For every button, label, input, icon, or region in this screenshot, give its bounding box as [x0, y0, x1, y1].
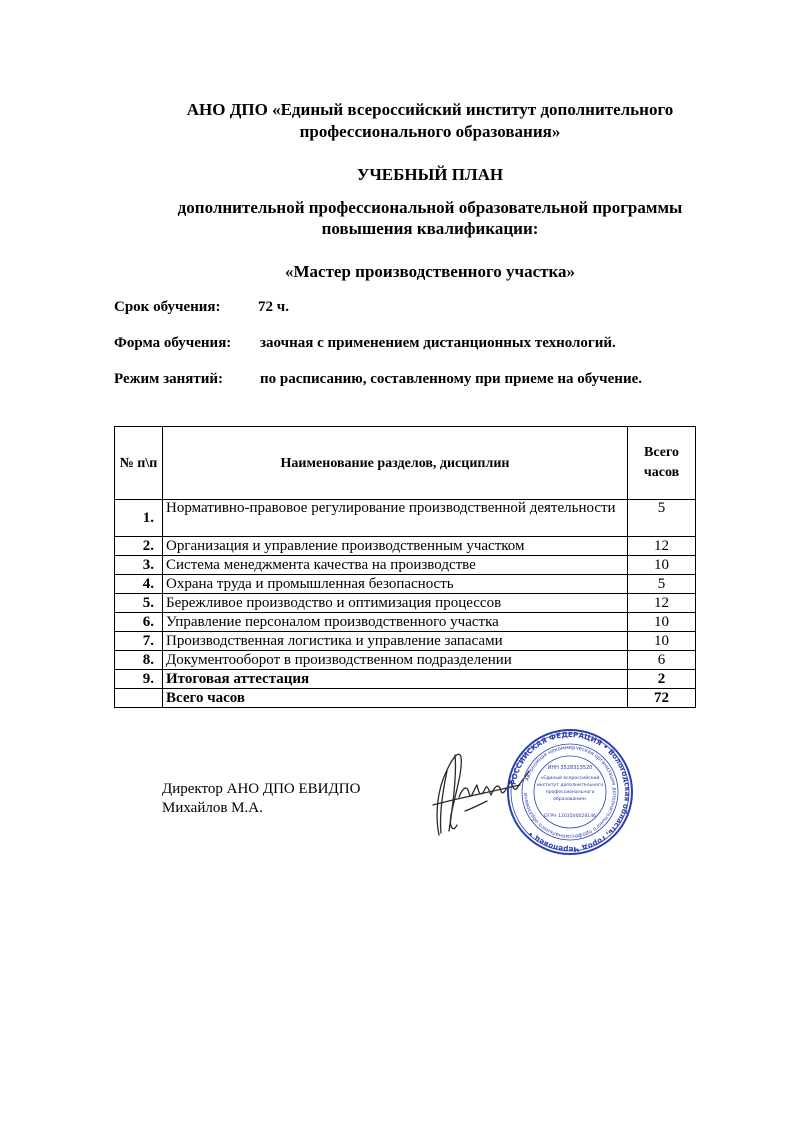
header-hours-line1: Всего — [644, 445, 679, 460]
form-value: заочная с применением дистанционных технологий. — [260, 335, 616, 351]
total-label: Всего часов — [163, 689, 628, 708]
row-name: Итоговая аттестация — [163, 670, 628, 689]
organization-name — [100, 99, 760, 143]
total-hours: 72 — [628, 689, 696, 708]
mode-value: по расписанию, составленному при приеме на обучение. — [260, 371, 642, 387]
curriculum-table — [114, 426, 696, 708]
row-num: 7. — [115, 632, 163, 651]
organization-name-line2: профессионального образования» — [299, 122, 561, 141]
svg-text:институт дополнительного: институт дополнительного — [536, 783, 604, 788]
row-hours: 12 — [628, 594, 696, 613]
table-row — [115, 575, 696, 594]
row-name: Управление персоналом производственного участка — [163, 613, 628, 632]
table-row — [115, 632, 696, 651]
svg-text:«Единый всероссийский: «Единый всероссийский — [540, 776, 600, 781]
row-hours: 2 — [628, 670, 696, 689]
subtitle-line2: повышения квалификации: — [321, 219, 539, 238]
header-num: № п\п — [115, 427, 163, 500]
svg-text:образования»: образования» — [553, 797, 587, 802]
table-row — [115, 537, 696, 556]
signatory-name: Михайлов М.А. — [162, 800, 263, 816]
row-num: 4. — [115, 575, 163, 594]
row-name: Охрана труда и промышленная безопасность — [163, 575, 628, 594]
document-title: УЧЕБНЫЙ ПЛАН — [356, 165, 504, 184]
svg-text:Автономная некоммерческая орга: Автономная некоммерческая организация дополнительного профессионального образовани — [522, 744, 618, 840]
table-row-total — [115, 689, 696, 708]
header-name: Наименование разделов, дисциплин — [163, 427, 628, 500]
row-hours: 12 — [628, 537, 696, 556]
svg-text:ОГРН 1203500028146: ОГРН 1203500028146 — [543, 814, 597, 819]
row-name: Производственная логистика и управление запасами — [163, 632, 628, 651]
duration-label: Срок обучения: — [114, 299, 221, 315]
row-name: Система менеджмента качества на производстве — [163, 556, 628, 575]
total-num — [115, 689, 163, 708]
header-hours — [628, 427, 696, 500]
table-row — [115, 556, 696, 575]
signatory-position: Директор АНО ДПО ЕВИДПО — [162, 781, 361, 797]
official-seal — [505, 727, 635, 857]
svg-text:РОССИЙСКАЯ ФЕДЕРАЦИЯ • Вологод: РОССИЙСКАЯ ФЕДЕРАЦИЯ • Вологодская область, город Череповец • — [508, 729, 633, 855]
row-num: 1. — [115, 500, 163, 537]
signatory-block — [162, 780, 360, 818]
row-hours: 5 — [628, 500, 696, 537]
row-name: Документооборот в производственном подразделении — [163, 651, 628, 670]
mode-label: Режим занятий: — [114, 371, 224, 387]
row-num: 9. — [115, 670, 163, 689]
row-num: 5. — [115, 594, 163, 613]
row-hours: 10 — [628, 632, 696, 651]
program-name: «Мастер производственного участка» — [284, 262, 576, 281]
table-row — [115, 651, 696, 670]
table-header-row — [115, 427, 696, 500]
svg-text:ИНН 3528313520: ИНН 3528313520 — [547, 765, 593, 771]
row-hours: 10 — [628, 613, 696, 632]
table-row-final-attestation — [115, 670, 696, 689]
subtitle-line1: дополнительной профессиональной образовательной программы — [177, 198, 683, 217]
document-subtitle — [100, 197, 760, 239]
row-name: Бережливое производство и оптимизация процессов — [163, 594, 628, 613]
duration-value: 72 ч. — [258, 299, 289, 315]
row-name: Организация и управление производственным участком — [163, 537, 628, 556]
header-hours-line2: часов — [643, 465, 680, 480]
row-hours: 6 — [628, 651, 696, 670]
row-num: 3. — [115, 556, 163, 575]
row-hours: 10 — [628, 556, 696, 575]
row-num: 6. — [115, 613, 163, 632]
row-num: 8. — [115, 651, 163, 670]
form-label: Форма обучения: — [114, 335, 232, 351]
table-row — [115, 613, 696, 632]
row-name: Нормативно-правовое регулирование производственной деятельности — [163, 500, 628, 537]
table-row — [115, 500, 696, 537]
table-row — [115, 594, 696, 613]
row-hours: 5 — [628, 575, 696, 594]
organization-name-line1: АНО ДПО «Единый всероссийский институт дополнительного — [186, 100, 674, 119]
row-num: 2. — [115, 537, 163, 556]
svg-text:профессионального: профессионального — [545, 790, 595, 795]
